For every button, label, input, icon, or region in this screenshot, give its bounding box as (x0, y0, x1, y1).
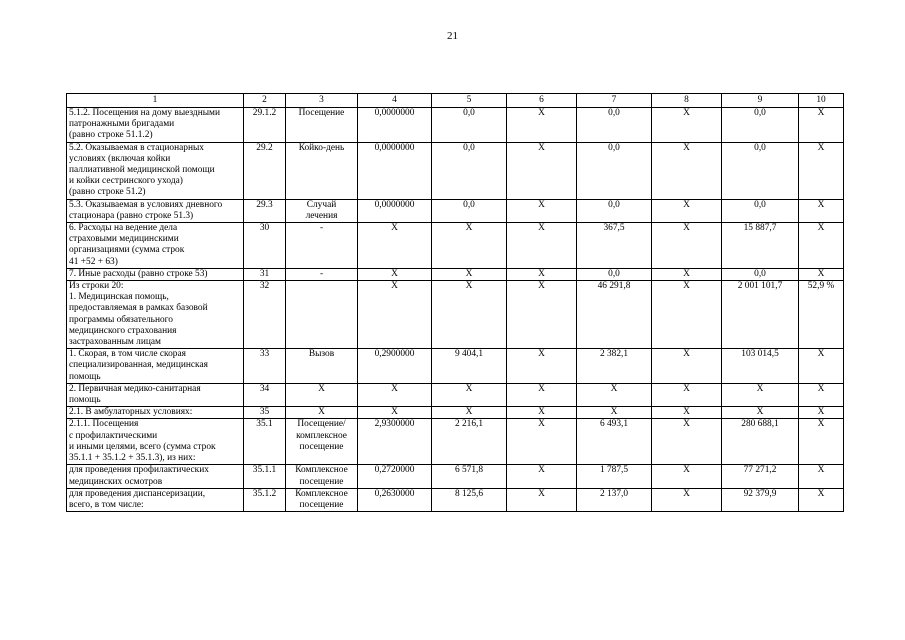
table-row (67, 383, 844, 406)
cell-unit: Комплексное посещение (286, 488, 358, 511)
cell-cost-per-unit: X (432, 281, 507, 349)
header-cell: 3 (286, 94, 358, 108)
cell-col-10: X (799, 383, 844, 406)
page-number: 21 (447, 30, 458, 42)
cell-row-code: 35.1.2 (244, 488, 286, 511)
cell-col-10: X (799, 223, 844, 269)
cell-col-7: 46 291,8 (577, 281, 652, 349)
cell-cost-per-unit: X (432, 223, 507, 269)
cell-row-label: 5.3. Оказываемая в условиях дневного стационара (равно строке 51.3) (67, 199, 244, 222)
cell-col-6: X (507, 223, 577, 269)
cell-row-label: 5.2. Оказываемая в стационарных условиях (включая койки паллиативной медицинской помощи и койки сестринского ухода) (равно строке 51.2) (67, 142, 244, 199)
cell-col-6: X (507, 419, 577, 465)
cell-col-6: X (507, 383, 577, 406)
cell-col-6: X (507, 407, 577, 419)
cell-cost-per-unit: 0,0 (432, 142, 507, 199)
cell-col-8: X (652, 108, 722, 143)
cell-col-9: 103 014,5 (722, 349, 799, 384)
cell-col-7: 0,0 (577, 199, 652, 222)
cell-col-10: X (799, 142, 844, 199)
table-row (67, 465, 844, 488)
cell-row-code: 35.1.1 (244, 465, 286, 488)
cell-norm-value: X (358, 407, 432, 419)
cell-cost-per-unit: 0,0 (432, 199, 507, 222)
cell-norm-value: X (358, 383, 432, 406)
cell-col-8: X (652, 142, 722, 199)
cell-col-8: X (652, 268, 722, 280)
cell-unit (286, 281, 358, 349)
cell-row-label: 7. Иные расходы (равно строке 53) (67, 268, 244, 280)
cell-cost-per-unit: 9 404,1 (432, 349, 507, 384)
cell-col-6: X (507, 142, 577, 199)
cell-col-9: 0,0 (722, 142, 799, 199)
cell-col-6: X (507, 108, 577, 143)
cell-col-6: X (507, 268, 577, 280)
table-row (67, 223, 844, 269)
cell-col-7: 0,0 (577, 108, 652, 143)
cell-cost-per-unit: 0,0 (432, 108, 507, 143)
cell-col-8: X (652, 488, 722, 511)
cell-col-9: 0,0 (722, 268, 799, 280)
cell-row-code: 32 (244, 281, 286, 349)
cell-row-label: 2.1.1. Посещения с профилактическими и иными целями, всего (сумма строк 35.1.1 + 35.1.2 + 35.1.3), из них: (67, 419, 244, 465)
cell-row-code: 29.3 (244, 199, 286, 222)
cell-col-9: X (722, 383, 799, 406)
cell-norm-value: 0,0000000 (358, 199, 432, 222)
cell-col-7: 2 382,1 (577, 349, 652, 384)
cell-col-10: 52,9 % (799, 281, 844, 349)
cell-row-code: 31 (244, 268, 286, 280)
cell-norm-value: 0,2630000 (358, 488, 432, 511)
cell-cost-per-unit: X (432, 383, 507, 406)
cell-col-7: 6 493,1 (577, 419, 652, 465)
cell-col-6: X (507, 199, 577, 222)
cell-col-6: X (507, 281, 577, 349)
cell-row-label: 2. Первичная медико-санитарная помощь (67, 383, 244, 406)
header-cell: 4 (358, 94, 432, 108)
table-row (67, 419, 844, 465)
cell-row-label: для проведения диспансеризации, всего, в том числе: (67, 488, 244, 511)
cell-col-7: X (577, 383, 652, 406)
cell-unit: - (286, 223, 358, 269)
cell-col-10: X (799, 349, 844, 384)
cell-norm-value: 0,2900000 (358, 349, 432, 384)
cell-row-code: 30 (244, 223, 286, 269)
header-cell: 5 (432, 94, 507, 108)
cell-cost-per-unit: 8 125,6 (432, 488, 507, 511)
cell-norm-value: 2,9300000 (358, 419, 432, 465)
header-cell: 1 (67, 94, 244, 108)
cell-unit: X (286, 383, 358, 406)
cell-col-9: 92 379,9 (722, 488, 799, 511)
cell-row-code: 35 (244, 407, 286, 419)
cell-norm-value: X (358, 268, 432, 280)
cell-unit: Комплексное посещение (286, 465, 358, 488)
table-row (67, 407, 844, 419)
cell-row-code: 33 (244, 349, 286, 384)
cell-col-6: X (507, 349, 577, 384)
cell-unit: Посещение (286, 108, 358, 143)
cell-row-label: для проведения профилактических медицинских осмотров (67, 465, 244, 488)
cell-unit: Случай лечения (286, 199, 358, 222)
header-cell: 2 (244, 94, 286, 108)
table-row (67, 199, 844, 222)
cell-col-7: 0,0 (577, 268, 652, 280)
table-row (67, 488, 844, 511)
cell-unit: Вызов (286, 349, 358, 384)
cell-col-7: 0,0 (577, 142, 652, 199)
cell-col-8: X (652, 383, 722, 406)
table-row (67, 108, 844, 143)
cell-col-9: 15 887,7 (722, 223, 799, 269)
cell-unit: X (286, 407, 358, 419)
cell-col-10: X (799, 488, 844, 511)
cell-unit: Посещение/ комплексное посещение (286, 419, 358, 465)
table-row (67, 268, 844, 280)
cell-row-label: 2.1. В амбулаторных условиях: (67, 407, 244, 419)
cell-cost-per-unit: 2 216,1 (432, 419, 507, 465)
cell-col-9: 2 001 101,7 (722, 281, 799, 349)
cell-col-8: X (652, 199, 722, 222)
cell-col-7: 367,5 (577, 223, 652, 269)
cell-col-8: X (652, 465, 722, 488)
cell-row-label: Из строки 20: 1. Медицинская помощь, предоставляемая в рамках базовой программы обязательного медицинского страхования застрахованным лицам (67, 281, 244, 349)
cell-col-8: X (652, 419, 722, 465)
cell-col-10: X (799, 268, 844, 280)
cell-col-10: X (799, 419, 844, 465)
cell-cost-per-unit: X (432, 268, 507, 280)
cell-col-9: 0,0 (722, 108, 799, 143)
cell-col-10: X (799, 199, 844, 222)
table-row (67, 349, 844, 384)
header-cell: 8 (652, 94, 722, 108)
header-cell: 7 (577, 94, 652, 108)
cell-col-8: X (652, 407, 722, 419)
cell-col-8: X (652, 223, 722, 269)
cell-col-8: X (652, 349, 722, 384)
cell-cost-per-unit: 6 571,8 (432, 465, 507, 488)
cell-col-9: 0,0 (722, 199, 799, 222)
cell-norm-value: 0,0000000 (358, 142, 432, 199)
cell-row-code: 29.2 (244, 142, 286, 199)
cell-norm-value: X (358, 281, 432, 349)
cell-col-9: 280 688,1 (722, 419, 799, 465)
cell-col-7: X (577, 407, 652, 419)
cell-row-label: 6. Расходы на ведение дела страховыми медицинскими организациями (сумма строк 41 +52 + 63) (67, 223, 244, 269)
header-cell: 9 (722, 94, 799, 108)
cell-norm-value: 0,0000000 (358, 108, 432, 143)
header-cell: 6 (507, 94, 577, 108)
data-table (66, 93, 844, 512)
cell-row-label: 5.1.2. Посещения на дому выездными патронажными бригадами (равно строке 51.1.2) (67, 108, 244, 143)
cell-col-9: 77 271,2 (722, 465, 799, 488)
cell-col-8: X (652, 281, 722, 349)
cell-row-label: 1. Скорая, в том числе скорая специализированная, медицинская помощь (67, 349, 244, 384)
table-row (67, 281, 844, 349)
header-cell: 10 (799, 94, 844, 108)
cell-col-10: X (799, 407, 844, 419)
cell-norm-value: 0,2720000 (358, 465, 432, 488)
cell-col-6: X (507, 488, 577, 511)
cell-row-code: 34 (244, 383, 286, 406)
cell-col-9: X (722, 407, 799, 419)
table-row (67, 142, 844, 199)
cell-row-code: 29.1.2 (244, 108, 286, 143)
cell-col-10: X (799, 108, 844, 143)
cell-col-7: 1 787,5 (577, 465, 652, 488)
cell-col-10: X (799, 465, 844, 488)
cell-norm-value: X (358, 223, 432, 269)
header-row (67, 94, 844, 108)
cell-unit: - (286, 268, 358, 280)
cell-col-7: 2 137,0 (577, 488, 652, 511)
cell-row-code: 35.1 (244, 419, 286, 465)
cell-col-6: X (507, 465, 577, 488)
cell-unit: Койко-день (286, 142, 358, 199)
cell-cost-per-unit: X (432, 407, 507, 419)
